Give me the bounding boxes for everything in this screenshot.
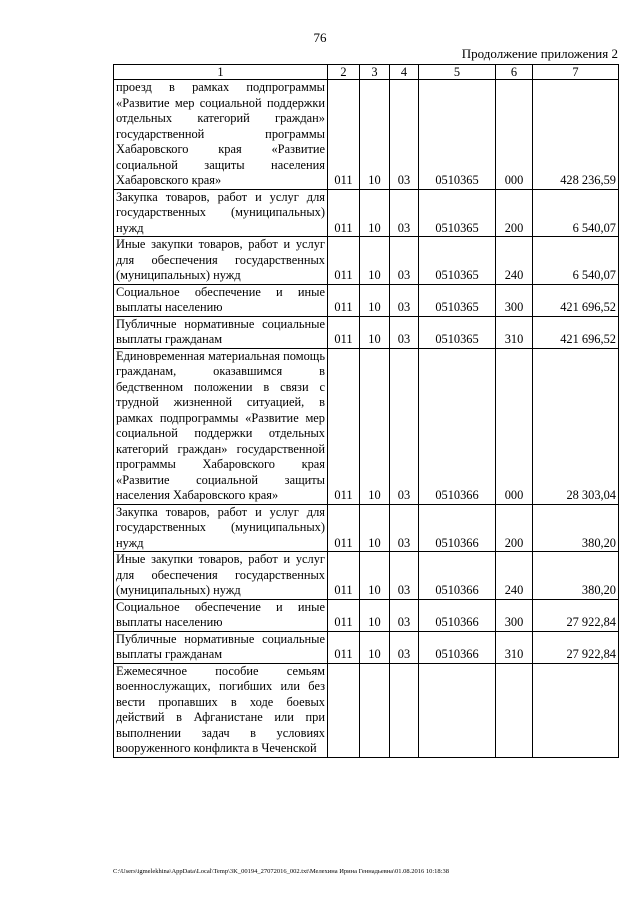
row-code-5: 0510366 [419,599,496,631]
header-col-2: 2 [328,65,360,80]
row-amount: 380,20 [533,504,619,552]
row-code-4: 03 [390,348,419,504]
header-col-5: 5 [419,65,496,80]
row-name: Публичные нормативные социальные выплаты гражданам [114,316,328,348]
row-code-2 [328,663,360,757]
row-amount: 6 540,07 [533,189,619,237]
row-code-2: 011 [328,504,360,552]
header-col-3: 3 [360,65,390,80]
table-row [114,80,619,190]
table-row [114,348,619,504]
row-code-6: 310 [496,631,533,663]
row-code-5: 0510365 [419,189,496,237]
row-code-5: 0510365 [419,316,496,348]
row-name: Закупка товаров, работ и услуг для государственных (муниципальных) нужд [114,504,328,552]
row-amount: 27 922,84 [533,599,619,631]
row-code-3: 10 [360,80,390,190]
row-code-6: 200 [496,504,533,552]
row-code-3: 10 [360,189,390,237]
row-name: Социальное обеспечение и иные выплаты населению [114,284,328,316]
row-code-4: 03 [390,316,419,348]
row-name: Публичные нормативные социальные выплаты гражданам [114,631,328,663]
row-code-4 [390,663,419,757]
table-header-row [114,65,619,80]
row-code-2: 011 [328,631,360,663]
row-amount: 421 696,52 [533,316,619,348]
row-code-4: 03 [390,631,419,663]
row-code-3: 10 [360,316,390,348]
row-amount: 421 696,52 [533,284,619,316]
row-code-3 [360,663,390,757]
table-row [114,504,619,552]
table-row [114,237,619,285]
header-col-4: 4 [390,65,419,80]
header-col-7: 7 [533,65,619,80]
row-code-4: 03 [390,284,419,316]
footer-file-path: C:\Users\igmelekhina\AppData\Local\Temp\3K_00194_27072016_002.txt\Мелехина Ирина Геннадьевна\01.08.2016 10:18:38 [113,868,449,875]
row-amount: 6 540,07 [533,237,619,285]
row-code-4: 03 [390,552,419,600]
row-code-2: 011 [328,316,360,348]
table-row [114,316,619,348]
row-code-3: 10 [360,631,390,663]
row-code-2: 011 [328,189,360,237]
row-code-5 [419,663,496,757]
row-code-6 [496,663,533,757]
row-code-4: 03 [390,80,419,190]
row-code-4: 03 [390,237,419,285]
row-code-5: 0510366 [419,631,496,663]
row-amount: 380,20 [533,552,619,600]
row-code-3: 10 [360,599,390,631]
row-code-4: 03 [390,599,419,631]
row-name: Иные закупки товаров, работ и услуг для обеспечения государственных (муниципальных) нужд [114,237,328,285]
table-row [114,189,619,237]
row-code-6: 300 [496,599,533,631]
row-code-5: 0510366 [419,348,496,504]
row-code-5: 0510366 [419,552,496,600]
row-code-2: 011 [328,284,360,316]
row-code-3: 10 [360,504,390,552]
row-code-6: 000 [496,348,533,504]
row-code-2: 011 [328,237,360,285]
row-code-5: 0510366 [419,504,496,552]
row-name: Закупка товаров, работ и услуг для государственных (муниципальных) нужд [114,189,328,237]
row-code-2: 011 [328,552,360,600]
row-code-4: 03 [390,189,419,237]
table-row [114,663,619,757]
row-code-6: 200 [496,189,533,237]
table-row [114,284,619,316]
row-code-6: 300 [496,284,533,316]
row-code-2: 011 [328,599,360,631]
row-amount: 28 303,04 [533,348,619,504]
row-name: Социальное обеспечение и иные выплаты населению [114,599,328,631]
continuation-label: Продолжение приложения 2 [461,46,618,61]
table-row [114,631,619,663]
row-code-6: 310 [496,316,533,348]
row-code-2: 011 [328,348,360,504]
row-amount [533,663,619,757]
row-name: Иные закупки товаров, работ и услуг для обеспечения государственных (муниципальных) нужд [114,552,328,600]
page-number: 76 [313,30,327,45]
row-name: Ежемесячное пособие семьям военнослужащих, погибших или без вести пропавших в ходе боевых действий в Афганистане или при выполнении задач в условиях вооруженного конфликта в Чеченской [114,663,328,757]
row-code-2: 011 [328,80,360,190]
row-code-3: 10 [360,348,390,504]
budget-table [113,64,619,758]
row-code-4: 03 [390,504,419,552]
row-code-5: 0510365 [419,284,496,316]
row-amount: 428 236,59 [533,80,619,190]
row-amount: 27 922,84 [533,631,619,663]
row-code-6: 240 [496,237,533,285]
row-code-6: 000 [496,80,533,190]
row-code-5: 0510365 [419,80,496,190]
header-col-6: 6 [496,65,533,80]
row-name: Единовременная материальная помощь гражданам, оказавшимся в бедственном положении в связи с трудной жизненной ситуацией, в рамках подпрограммы «Развитие мер социальной поддержки отдельных категорий граждан» государственной программы Хабаровского края «Развитие социальной защиты населения Хабаровского края» [114,348,328,504]
row-code-3: 10 [360,552,390,600]
table-row [114,552,619,600]
row-code-6: 240 [496,552,533,600]
header-col-1: 1 [114,65,328,80]
table-row [114,599,619,631]
row-code-5: 0510365 [419,237,496,285]
row-code-3: 10 [360,284,390,316]
row-code-3: 10 [360,237,390,285]
row-name: проезд в рамках подпрограммы «Развитие мер социальной поддержки отдельных категорий граждан» государственной программы Хабаровского края «Развитие социальной защиты населения Хабаровского края» [114,80,328,190]
